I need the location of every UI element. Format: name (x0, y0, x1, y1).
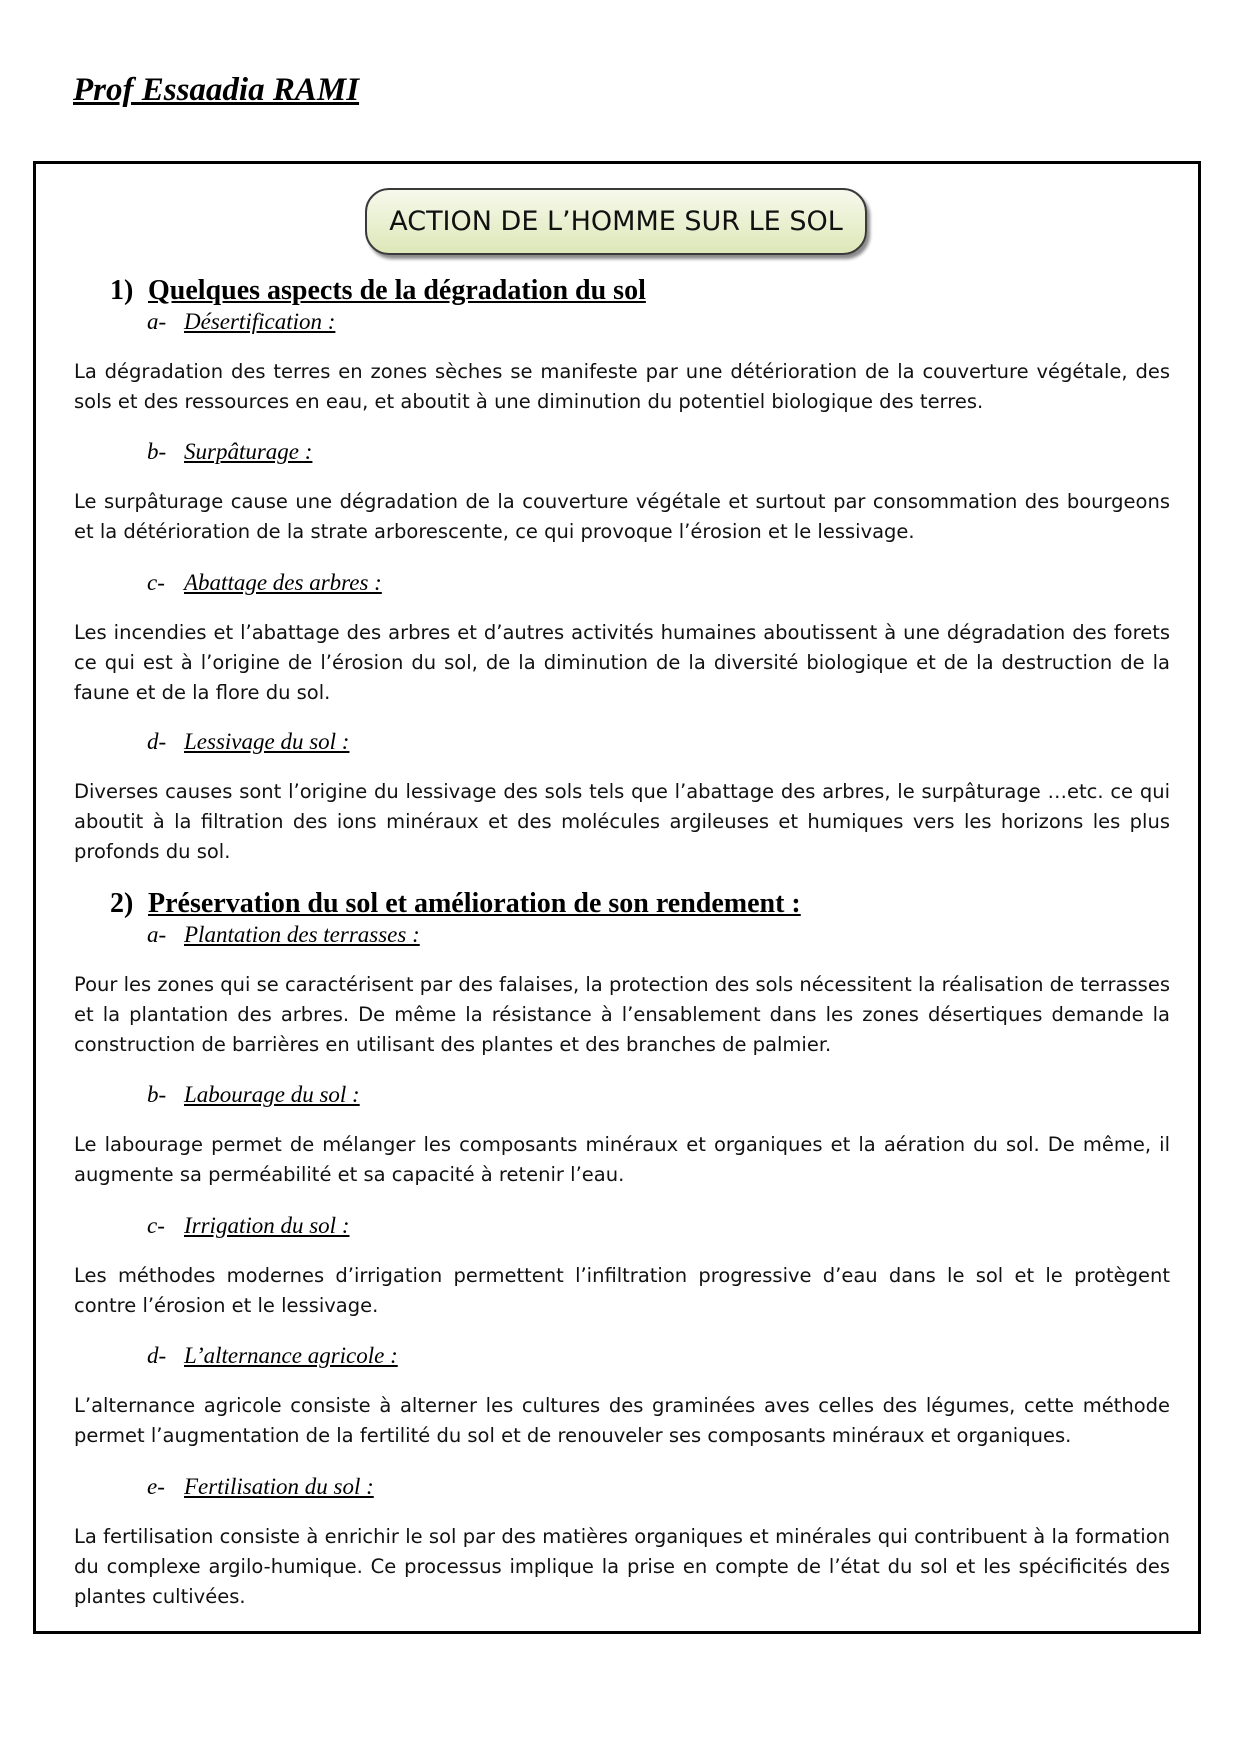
subheading-irrigation (147, 1213, 349, 1239)
page-title: ACTION DE L’HOMME SUR LE SOL (365, 188, 867, 255)
item-label: L’alternance agricole : (184, 1343, 398, 1368)
item-label: Labourage du sol : (184, 1082, 360, 1107)
item-letter: b- (147, 439, 167, 464)
paragraph-irrigation: Les méthodes modernes d’irrigation permettent l’infiltration progressive d’eau dans le sol et le protègent contre l’érosion et le lessivage. (74, 1264, 1170, 1317)
subheading-fertilisation (147, 1474, 374, 1500)
subheading-terrasses (147, 922, 420, 948)
section-title: Quelques aspects de la dégradation du sol (148, 275, 646, 306)
subheading-labourage (147, 1082, 360, 1108)
item-letter: d- (147, 1343, 167, 1368)
author-name: Prof Essaadia RAMI (73, 72, 360, 108)
item-label: Irrigation du sol : (184, 1213, 350, 1238)
item-letter: c- (147, 1213, 165, 1238)
paragraph-surpaturage: Le surpâturage cause une dégradation de la couverture végétale et surtout par consommation des bourgeons et la détérioration de la strate arborescente, ce qui provoque l’érosion et le lessivage. (74, 490, 1170, 543)
item-letter: d- (147, 729, 167, 754)
paragraph-lessivage: Diverses causes sont l’origine du lessivage des sols tels que l’abattage des arbres, le surpâturage …etc. ce qui aboutit à la filtration des ions minéraux et des molécules argileuses et humiques vers les horizons les plus profonds du sol. (74, 780, 1170, 863)
subheading-abattage (147, 570, 382, 596)
subheading-surpaturage (147, 439, 312, 465)
item-label: Lessivage du sol : (184, 729, 350, 754)
subheading-lessivage (147, 729, 349, 755)
item-letter: c- (147, 570, 165, 595)
section-title: Préservation du sol et amélioration de son rendement : (148, 888, 801, 919)
paragraph-abattage: Les incendies et l’abattage des arbres et d’autres activités humaines aboutissent à une dégradation des forets ce qui est à l’origine de l’érosion du sol, de la diminution de la diversité biologique et de la destruction de la faune et de la flore du sol. (74, 621, 1170, 704)
item-letter: e- (147, 1474, 165, 1499)
paragraph-terrasses: Pour les zones qui se caractérisent par des falaises, la protection des sols nécessitent la réalisation de terrasses et la plantation des arbres. De même la résistance à l’ensablement dans les zones désertiques demande la construction de barrières en utilisant des plantes et des branches de palmier. (74, 973, 1170, 1056)
item-letter: b- (147, 1082, 167, 1107)
section-heading-2 (110, 888, 801, 920)
section-heading-1 (110, 275, 646, 307)
item-label: Plantation des terrasses : (184, 922, 420, 947)
item-label: Surpâturage : (184, 439, 313, 464)
paragraph-fertilisation: La fertilisation consiste à enrichir le sol par des matières organiques et minérales qui contribuent à la formation du complexe argilo-humique. Ce processus implique la prise en compte de l’état du sol et les spécificités des plantes cultivées. (74, 1525, 1170, 1608)
item-label: Fertilisation du sol : (184, 1474, 374, 1499)
item-letter: a- (147, 922, 167, 947)
subheading-alternance (147, 1343, 398, 1369)
item-label: Abattage des arbres : (184, 570, 382, 595)
paragraph-labourage: Le labourage permet de mélanger les composants minéraux et organiques et la aération du sol. De même, il augmente sa perméabilité et sa capacité à retenir l’eau. (74, 1133, 1170, 1186)
paragraph-desertification: La dégradation des terres en zones sèches se manifeste par une détérioration de la couverture végétale, des sols et des ressources en eau, et aboutit à une diminution du potentiel biologique des terres. (74, 360, 1170, 413)
subheading-desertification (147, 309, 335, 335)
item-label: Désertification : (184, 309, 336, 334)
section-number: 2) (110, 888, 134, 919)
item-letter: a- (147, 309, 167, 334)
paragraph-alternance: L’alternance agricole consiste à alterner les cultures des graminées aves celles des légumes, cette méthode permet l’augmentation de la fertilité du sol et de renouveler ses composants minéraux et organiques. (74, 1394, 1170, 1447)
section-number: 1) (110, 275, 134, 306)
